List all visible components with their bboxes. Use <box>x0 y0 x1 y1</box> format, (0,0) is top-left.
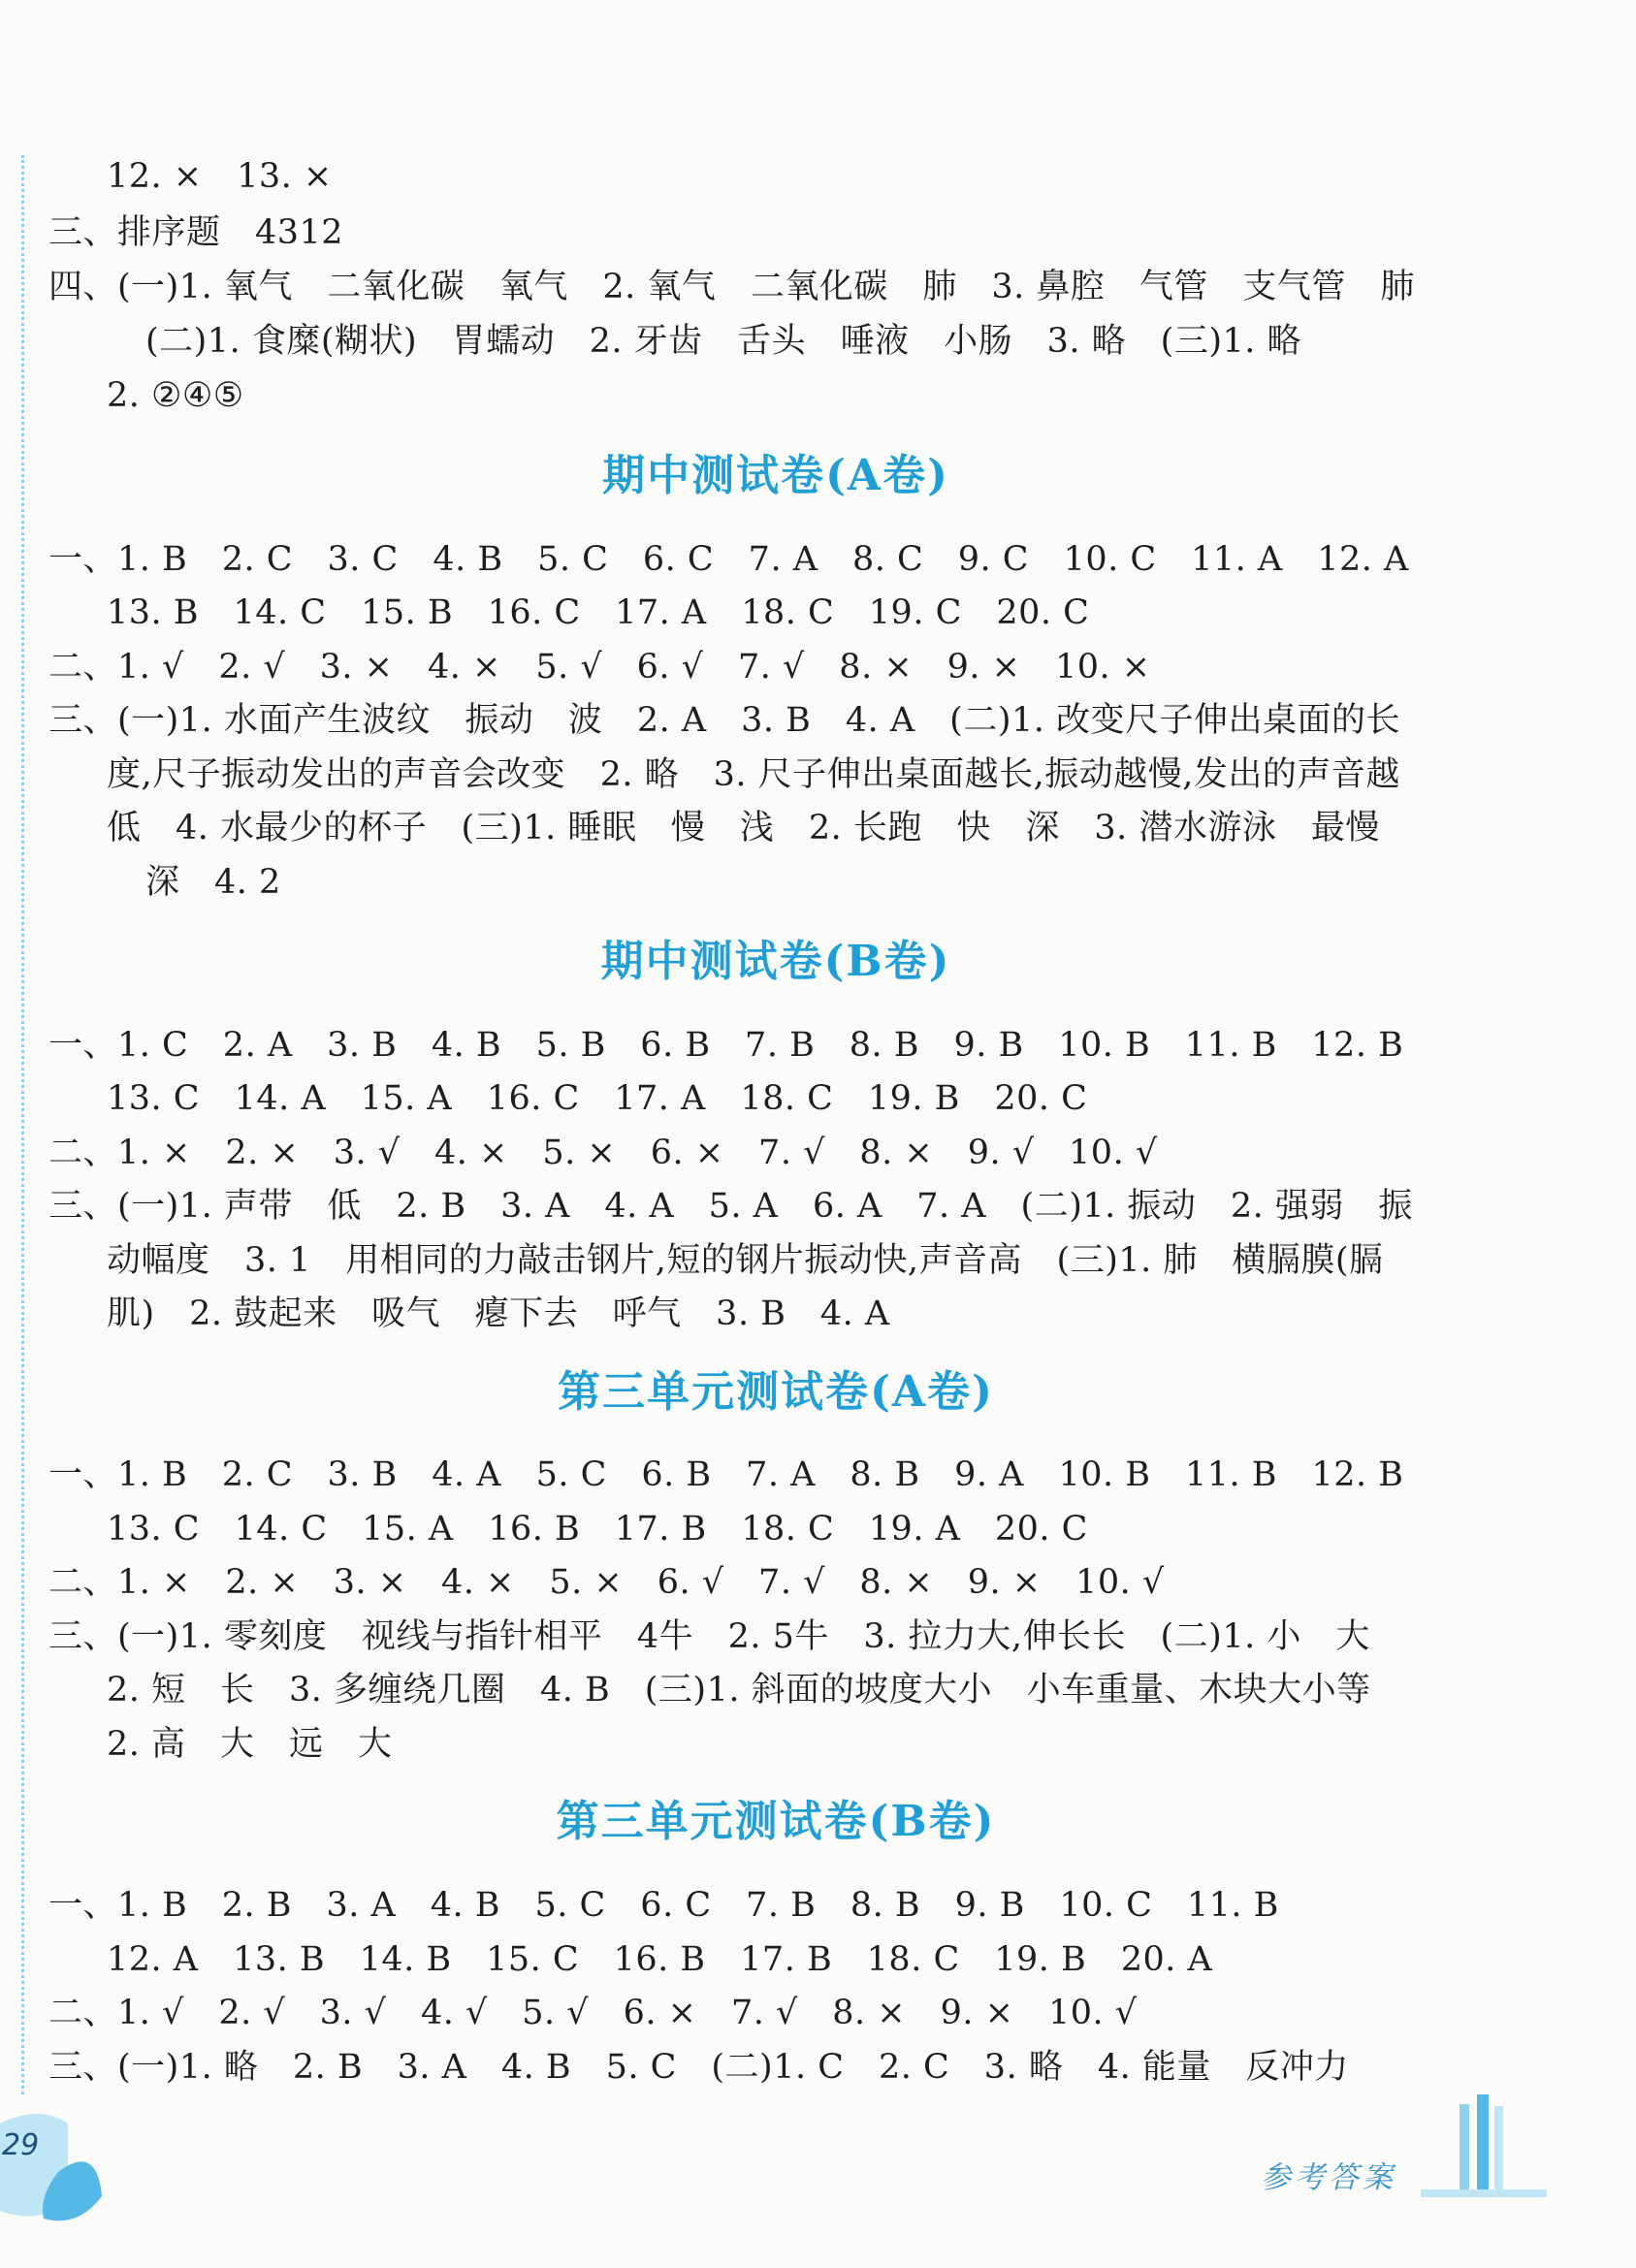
book-spine-icon <box>1421 2094 1547 2211</box>
answer-line: 一、1. C 2. A 3. B 4. B 5. B 6. B 7. B 8. B 9. B 10. B 11. B 12. B <box>48 1026 1404 1065</box>
answer-line: 一、1. B 2. B 3. A 4. B 5. C 6. C 7. B 8. B 9. B 10. C 11. B <box>48 1886 1279 1925</box>
answer-line: 二、1. × 2. × 3. √ 4. × 5. × 6. × 7. √ 8. × 9. √ 10. √ <box>48 1134 1158 1172</box>
answer-line: 三、(一)1. 声带 低 2. B 3. A 4. A 5. A 6. A 7. A (二)1. 振动 2. 强弱 振 <box>48 1187 1413 1226</box>
section-title: 期中测试卷(A卷) <box>602 451 949 500</box>
answer-line: 度,尺子振动发出的声音会改变 2. 略 3. 尺子伸出桌面越长,振动越慢,发出的声音越 <box>107 755 1400 794</box>
answer-line: 2. 短 长 3. 多缠绕几圈 4. B (三)1. 斜面的坡度大小 小车重量、木块大小等 <box>107 1671 1371 1709</box>
answer-line: 二、1. √ 2. √ 3. × 4. × 5. √ 6. √ 7. √ 8. × 9. × 10. × <box>48 648 1151 687</box>
answer-line: 12. A 13. B 14. B 15. C 16. B 17. B 18. C 19. B 20. A <box>107 1940 1213 1979</box>
answer-line: 13. C 14. C 15. A 16. B 17. B 18. C 19. A 20. C <box>107 1510 1088 1549</box>
page-number: 29 <box>2 2128 40 2162</box>
answer-line: 13. C 14. A 15. A 16. C 17. A 18. C 19. B 20. C <box>107 1079 1088 1118</box>
answer-line: 二、1. × 2. × 3. × 4. × 5. × 6. √ 7. √ 8. × 9. × 10. √ <box>48 1563 1165 1602</box>
footer-label: 参考答案 <box>1261 2160 1396 2195</box>
answer-line: 肌) 2. 鼓起来 吸气 瘪下去 呼气 3. B 4. A <box>107 1294 890 1333</box>
page-number-badge-icon <box>0 2104 107 2230</box>
answer-line: 一、1. B 2. C 3. C 4. B 5. C 6. C 7. A 8. C 9. C 10. C 11. A 12. A <box>48 540 1409 579</box>
answer-line: 二、1. √ 2. √ 3. √ 4. √ 5. √ 6. × 7. √ 8. × 9. × 10. √ <box>48 1994 1138 2032</box>
answer-line: 三、(一)1. 零刻度 视线与指针相平 4牛 2. 5牛 3. 拉力大,伸长长 (二)1. 小 大 <box>48 1617 1370 1656</box>
section-title: 期中测试卷(B卷) <box>600 937 951 986</box>
answer-line: 动幅度 3. 1 用相同的力敲击钢片,短的钢片振动快,声音高 (三)1. 肺 横膈膜(膈 <box>107 1241 1384 1280</box>
answer-line: 三、(一)1. 水面产生波纹 振动 波 2. A 3. B 4. A (二)1. 改变尺子伸出桌面的长 <box>48 701 1400 740</box>
answer-line: 12. × 13. × <box>107 157 333 196</box>
answer-line: 深 4. 2 <box>145 863 281 902</box>
answer-line: 三、(一)1. 略 2. B 3. A 4. B 5. C (二)1. C 2. C 3. 略 4. 能量 反冲力 <box>48 2048 1349 2087</box>
section-title: 第三单元测试卷(A卷) <box>558 1367 994 1417</box>
answer-line: 2. ②④⑤ <box>107 376 244 415</box>
answer-line: (二)1. 食糜(糊状) 胃蠕动 2. 牙齿 舌头 唾液 小肠 3. 略 (三)1. 略 <box>145 322 1302 361</box>
answer-line: 四、(一)1. 氧气 二氧化碳 氧气 2. 氧气 二氧化碳 肺 3. 鼻腔 气管 支气管 肺 <box>48 268 1415 306</box>
answer-line: 三、排序题 4312 <box>48 213 344 252</box>
answer-line: 2. 高 大 远 大 <box>107 1725 393 1764</box>
section-title: 第三单元测试卷(B卷) <box>556 1797 996 1846</box>
answer-line: 低 4. 水最少的杯子 (三)1. 睡眠 慢 浅 2. 长跑 快 深 3. 潜水游泳 最慢 <box>107 809 1380 847</box>
answer-line: 一、1. B 2. C 3. B 4. A 5. C 6. B 7. A 8. B 9. A 10. B 11. B 12. B <box>48 1455 1404 1494</box>
answer-line: 13. B 14. C 15. B 16. C 17. A 18. C 19. C 20. C <box>107 593 1090 632</box>
